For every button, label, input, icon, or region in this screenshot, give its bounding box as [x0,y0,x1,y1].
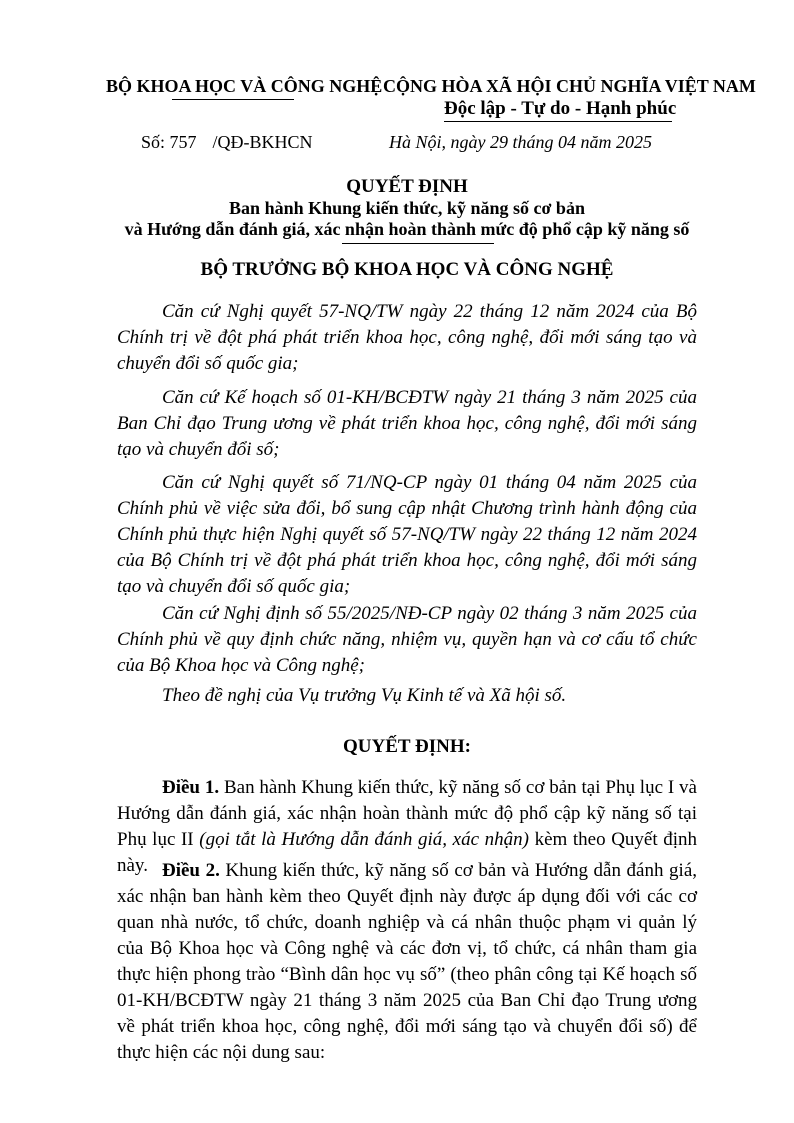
number-value: 757 [169,132,197,152]
preamble-text: Căn cứ Kế hoạch số 01-KH/BCĐTW ngày 21 tháng 3 năm 2025 của Ban Chỉ đạo Trung ương về phát triển khoa học, công nghệ, đổi mới sáng tạo và chuyển đổi số; [117,387,697,460]
date-prefix: Hà Nội, ngày [389,132,490,152]
document-number [141,132,313,153]
article-1-text: Ban hành Khung kiến thức, kỹ năng số cơ bản tại Phụ lục I và Hướng dẫn đánh giá, xác nhận hoàn thành mức độ phổ cập kỹ năng số tại Phụ lục II [117,777,697,850]
article-2-label: Điều 2. [162,860,220,881]
article-2-text: Khung kiến thức, kỹ năng số cơ bản và Hướng dẫn đánh giá, xác nhận ban hành kèm theo Quyết định này được áp dụng đối với các cơ quan nhà nước, tổ chức, doanh nghiệp và cá nhân thuộc phạm vi quản lý của Bộ Khoa học và Công nghệ và các đơn vị, tổ chức, cá nhân tham gia thực hiện phong trào “Bình dân học vụ số” (theo phân công tại Kế hoạch số 01-KH/BCĐTW ngày 21 tháng 3 năm 2025 của Ban Chỉ đạo Trung ương về phát triển khoa học, công nghệ, đổi mới sáng tạo và chuyển đổi số) để thực hiện các nội dung sau: [117,860,698,1063]
ministry-name: BỘ KHOA HỌC VÀ CÔNG NGHỆ [106,76,383,96]
preamble-text: Theo đề nghị của Vụ trưởng Vụ Kinh tế và Xã hội số. [162,685,567,706]
number-prefix: Số: [141,132,170,152]
preamble-text: Căn cứ Nghị quyết 57-NQ/TW ngày 22 tháng 12 năm 2024 của Bộ Chính trị về đột phá phát triển khoa học, công nghệ, đổi mới sáng tạo và chuyển đổi số quốc gia; [117,301,697,374]
date-year: 2025 [616,132,653,152]
article-1-label: Điều 1. [162,777,220,798]
decision-heading: QUYẾT ĐỊNH: [343,736,471,757]
preamble-item [117,601,697,679]
decision-title: QUYẾT ĐỊNH [346,176,468,197]
article-2 [117,858,697,1066]
article-1-italic-text: (gọi tắt là Hướng dẫn đánh giá, xác nhận) [199,829,529,850]
decision-subtitle-line1: Ban hành Khung kiến thức, kỹ năng số cơ bản [229,198,585,218]
place-date [389,132,652,153]
preamble-text: Căn cứ Nghị quyết số 71/NQ-CP ngày 01 tháng 04 năm 2025 của Chính phủ về việc sửa đổi, bổ sung cập nhật Chương trình hành động của Chính phủ thực hiện Nghị quyết số 57-NQ/TW ngày 22 tháng 12 năm 2024 của Bộ Chính trị về đột phá phát triển khoa học, công nghệ, đổi mới sáng tạo và chuyển đổi số quốc gia; [117,472,697,597]
article-1-text-end: kèm theo Quyết định này. [117,829,698,876]
republic-name: CỘNG HÒA XÃ HỘI CHỦ NGHĨA VIỆT NAM [383,76,756,96]
title-underline [342,243,494,244]
national-motto: Độc lập - Tự do - Hạnh phúc [444,98,677,119]
number-suffix: /QĐ-BKHCN [212,132,313,152]
issuing-authority: BỘ TRƯỞNG BỘ KHOA HỌC VÀ CÔNG NGHỆ [200,259,614,280]
date-month-prefix: tháng [508,132,559,152]
date-day: 29 [490,132,508,152]
preamble-item [117,299,697,377]
date-month: 04 [558,132,577,152]
ministry-underline [172,99,294,100]
date-year-prefix: năm [576,132,617,152]
preamble-item [117,385,697,463]
preamble-item [117,683,697,709]
preamble-text: Căn cứ Nghị định số 55/2025/NĐ-CP ngày 02 tháng 3 năm 2025 của Chính phủ về quy định chức năng, nhiệm vụ, quyền hạn và cơ cấu tổ chức của Bộ Khoa học và Công nghệ; [117,603,697,676]
decision-subtitle-line2: và Hướng dẫn đánh giá, xác nhận hoàn thành mức độ phổ cập kỹ năng số [124,219,690,239]
preamble-item [117,470,697,600]
motto-underline [444,121,672,122]
